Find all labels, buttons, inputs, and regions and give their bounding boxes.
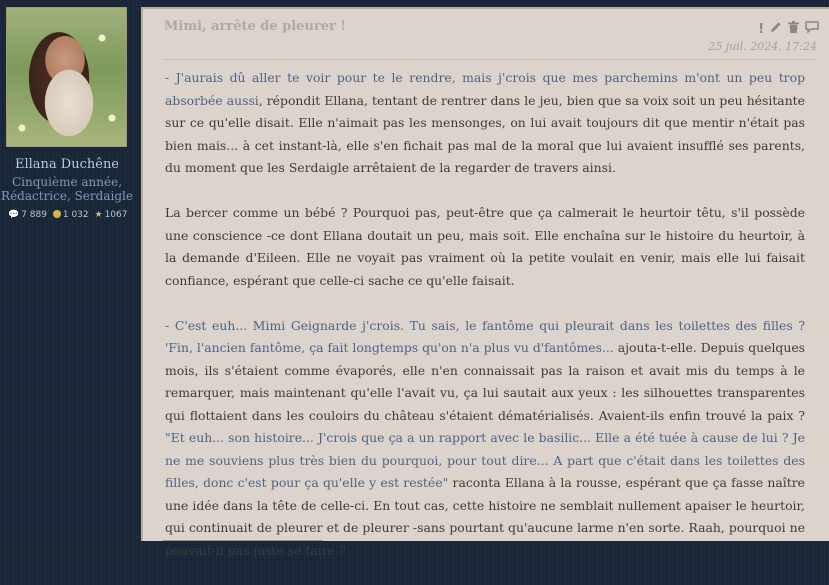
author-rank (0, 175, 134, 203)
speech-bubble-icon: 💬 (8, 210, 20, 220)
post-paragraph (165, 67, 805, 180)
narration-text: ajouta-t-elle. Depuis quelques mois, ils s'étaient comme évaporés, elle n'en connaissait pas la raison et avait mis du temps à le remarquer, mais maintenant qu'elle l'avait vu, ça lui sautait aux yeux : les silhouettes transparentes qui flottaient dans les couloirs du château s'étaient dématérialisés. Avaient-ils enfin trouvé la paix ? (165, 340, 806, 423)
post-paragraph (165, 202, 805, 292)
coin-icon (53, 210, 61, 218)
rank-line-2: Rédactrice, Serdaigle (1, 189, 133, 203)
coin-count: 1 032 (62, 210, 89, 220)
dialogue-text: "Et euh... son histoire... J'crois que ça a un rapport avec le basilic... Elle a été tuée à cause de lui ? Je ne me souviens plus très bien du pourquoi, pour tout dire... A part que c'était dans les toilettes des filles, donc c'est pour ça qu'elle y est restée" (165, 430, 805, 490)
star-count: 1067 (104, 210, 128, 220)
star-icon: ★ (94, 210, 103, 220)
author-sidebar (0, 0, 138, 541)
narration-text: La bercer comme un bébé ? Pourquoi pas, peut-être que ça calmerait le heurtoir têtu, s'il possède une conscience -ce dont Ellana doutait un peu, mais soit. Elle enchaîna sur le histoire du heurtoir, à la demande d'Eileen. Elle ne voyait pas vraiment où la petite voulait en venir, mais elle lui faisait confiance, espérant que celle-ci sache ce qu'elle faisait. (165, 205, 805, 288)
post-panel (141, 7, 829, 558)
author-name[interactable]: Ellana Duchêne (14, 157, 120, 172)
post-date: 25 juil. 2024, 17:24 (708, 40, 817, 53)
pencil-icon[interactable] (770, 21, 782, 37)
post-actions (758, 21, 819, 37)
dialogue-text: - J'aurais dû aller te voir pour te le rendre, mais j'crois que mes parchemins m'ont un peu trop absorbée aussi (165, 70, 805, 108)
post-title[interactable]: Mimi, arrête de pleurer ! (164, 19, 347, 34)
avatar[interactable] (6, 7, 127, 147)
post-paragraph (165, 315, 805, 563)
message-count: 7 889 (21, 210, 47, 220)
narration-text: raconta Ellana à la rousse, espérant que ça fasse naître une idée dans la tête de celle-ci. En tout cas, cette histoire ne semblait nullement apaiser le heurtoir, qui continuait de pleurer et de pleurer -sans pourtant qu'aucune larme n'en sorte. Raah, pourquoi ne pouvait-il pas juste se taire ? (165, 475, 805, 558)
rank-line-1: Cinquième année, (11, 175, 123, 189)
post-content (165, 67, 805, 585)
header-divider (163, 59, 815, 60)
dialogue-text: - C'est euh... Mimi Geignarde j'crois. Tu sais, le fantôme qui pleurait dans les toilettes des filles ? 'Fin, l'ancien fantôme, ça fait longtemps qu'on n'a plus vu d'fantômes... (165, 317, 805, 355)
author-stats (8, 210, 127, 220)
exclamation-icon[interactable]: ! (758, 21, 764, 37)
narration-text: , répondit Ellana, tentant de rentrer dans le jeu, bien que sa voix soit un peu hésitante sur ce qu'elle disait. Elle n'aimait pas les mensonges, on lui avait toujours dit que mentir n'était pas bien mais... à cet instant-là, elle s'en fichait pas mal de la moral que lui avaient insufflé ses parents, du moment que les Serdaigle arrêtaient de la regarder de travers ainsi. (165, 92, 805, 175)
quote-icon[interactable] (805, 21, 819, 37)
trash-icon[interactable] (788, 21, 799, 37)
